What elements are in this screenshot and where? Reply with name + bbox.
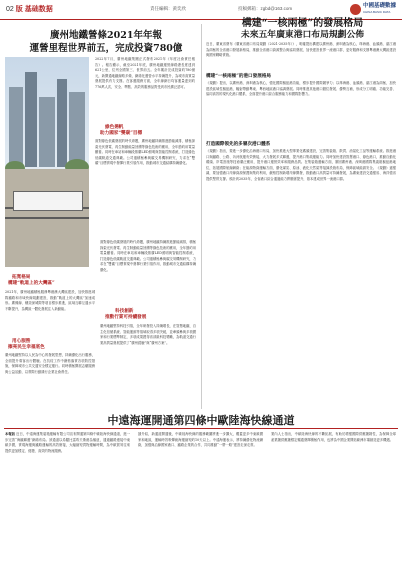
editor-credit: 責任編輯：黃奕欣 (150, 6, 186, 11)
bottom-headline: 中遠海運開通第四條中歐陸海快線通道 (107, 414, 295, 427)
right-sub1-text: 《規劃》提出，以廣州港、深圳港為核心，強化國際樞紐港功能，穩步提升國際競爭力；以珠海港、汕頭港、湛江港為兩極，加快建設區域性樞紐港，輻射帶動粵東、粵西地區港口協調發展。同時推進其他港口錯位發展、優勢互補，形成分工明確、功能完善、協同高效的現代化港口體系，全面提升港口綜合服務能力和國際影響力。 (206, 81, 396, 97)
left-subhead-3-line2: 擦亮民生幸福底色 (8, 345, 45, 350)
left-subheadline: 運營里程世界前五，完成投資780億 (29, 43, 183, 54)
right-sub2-text: 《規劃》指出，要進一步優化沿海港口布局，加快推進大型專業化碼頭建設，完善集裝箱、散貨、油氣化工品等運輸系統。推進港口與鐵路、公路、內河航運有效銜接，大力發展多式聯運，提升港口集疏運能力。同時加快建設智慧港口、綠色港口，推動自動化碼頭、岸電設施等技術廣泛應用，提升港口運營效率和服務品質。在集裝箱運輸方面，鞏固廣州港、深圳港國際集裝箱樞紐港地位，拓展國際航線網絡；在能源物資運輸方面，優化煤炭、原油、液化天然氣等接卸設施布局，保障區域能源安全。《規劃》還強調，要加強港口岸線資源保護與集約利用，嚴格控制新增岸線開發，推動港口高質量可持續發展，為廣東建設交通強省、海洋強省提供堅實支撐。預計到2035年，全省港口綜合通過能力將顯著提升，基本建成世界一流港口群。 (206, 149, 396, 181)
left-subhead-2-line2: 構建“軌道上的大灣區” (8, 281, 55, 286)
bottom-byline: 本報訊 (5, 432, 16, 436)
left-subhead-4-line2: 推動行業可持續發展 (105, 315, 147, 320)
page-number: 02 版 基础数据 (6, 6, 53, 13)
logo-subtitle: CHINA BASIC DATA (363, 10, 391, 14)
left-subhead-3: 用心服務 (12, 339, 31, 344)
right-headline: 構建“一核兩極”的發展格局 (241, 18, 364, 29)
section-label: 版 基础数据 (15, 6, 53, 13)
logo-title: 中國基礎數據 (363, 3, 397, 9)
left-subhead-4: 科技創新 (115, 309, 134, 314)
column-divider (201, 24, 202, 409)
left-subhead-2: 拓寬格局 (12, 275, 31, 280)
bottom-rule (4, 428, 398, 429)
submission-email: 投稿郵箱：zgbd@163.com (238, 6, 293, 11)
left-sub4-text: 廣州地鐵堅持科技引領，全年研發投入持續增長，在智慧地鐵、自主化信號系統、智能運維等領域取得多項突破，並牽頭參與多項國家和行業標準制定，多項成果獲得省部級科技獎勵，為軌道交通行業高質量發展提供了“廣州經驗”與“廣州方案”。 (100, 324, 196, 345)
metro-photo (5, 57, 89, 267)
right-subhead-1: 構建“一核兩極”的港口發展格局 (206, 74, 272, 79)
left-sub1-text: 面對綠色低碳發展的時代命題，廣州地鐵持續推進節能減排，積極探索光伏發電、再生制動能量回饋等綠色技術的應用，全年節約用電量顯著。同時在車站和車輛段推廣LED照明與智能控制系統，打造綠色低碳軌道交通典範。公司還積極參與碳交易機制研究，力求在“雙碳”目標實現中發揮行業引領作用，推動城市交通結構持續優化。 (95, 139, 195, 166)
left-subhead-1: 綠色揚帆 (105, 125, 124, 130)
bottom-text-col1 (5, 432, 130, 560)
bottom-text-col2: 據介紹，新通道開通後，中歐陸海快線的服務範圍將進一步擴大，覆蓋更多中東歐國家和地區，運輸時效較傳統海運縮短約10天以上。中遠海運表示，將持續優化物流網絡，加強與沿線國家港口、鐵路企業的合作，共同推動“一帶一路”建設走深走實。 (138, 432, 263, 448)
left-intro-text: 2022年7月，廣州地鐵集團正式發布2021年《年度社會責任報告》。報告顯示，截至2021年底，廣州地鐵運營線路總長度達到621公里，位列全國第三、世界前五。全年累計完成投資約780億元，新開通地鐵線路多條，網絡化運營水平持續提升，為城市高質量發展提供有力支撐。在客運服務方面，全年線網日均客運量達到約776萬人次，安全、準點、高效的服務品質受到市民廣泛認可。 (95, 57, 195, 89)
bottom-text-col3: 業內人士指出，中歐陸海快線的不斷拓展，有助於增強國際供應鏈韌性，為保障全球產業鏈供應鏈穩定暢通發揮積極作用，也將為中國企業開拓歐洲市場創造更多機遇。 (271, 432, 396, 442)
left-headline: 廣州地鐵營條2021年年報 (50, 30, 162, 41)
bottom-text-1: 近日，中遠海運集裝箱運輸有限公司宣布開通第四條中歐陸海快線通道，進一步完善“海鐵聯運”網絡布局。該通道以希臘比雷埃夫斯港為樞紐，通過鐵路連接中東歐多國，實現海運與鐵路運輸的高效銜接，大幅縮短貨物運輸時間，為中歐貿易往來提供更加穩定、便捷、高效的物流服務。 (5, 432, 130, 453)
left-sub3-text: 廣州地鐵堅持以人民為中心的發展思想，持續優化出行服務，全面提升乘客出行體驗。在抗疫工作中嚴格落實各項防控措施，保障城市公共交通安全穩定運行。同時積極開展志願服務與公益活動，以實際行動踐行企業社會責任。 (5, 353, 95, 374)
right-subhead-2: 打造國際領先的多層次港口體系 (206, 142, 271, 147)
left-subhead-1-line2: 助力國家“雙碳”目標 (100, 131, 143, 136)
right-intro-text: 近日，廣東省發布《廣東省港口布局規劃（2021-2035年）》，明確提出構建以廣州港、深圳港為核心，珠海港、汕頭港、湛江港為兩極的全省港口發展新格局，推動全省港口資源整合與協同發展，加快建設世界一流港口群，更好服務和支撐粵港澳大灣區建設與國家戰略實施。 (206, 42, 396, 58)
right-subheadline: 未來五年廣東港口布局規劃公佈 (240, 30, 365, 40)
left-sub2-text: 2021年，廣州地鐵積極服務粵港澳大灣區建設，加快推進城際鐵路和市域快線規劃建設，推動“軌道上的大灣區”加速成形。廣佛線、穗莞深城際等項目穩步推進，區域互聯互通水平不斷提升，為灣區一體化發展注入新動能。 (5, 290, 95, 311)
left-mid-text: 面對綠色低碳發展的時代命題，廣州地鐵持續推進節能減排，積極探索光伏發電、再生制動能量回饋等綠色技術的應用，全年節約用電量顯著。同時在車站和車輛段推廣LED照明與智能控制系統，打造綠色低碳軌道交通典範。公司還積極參與碳交易機制研究，力求在“雙碳”目標實現中發揮行業引領作用，推動城市交通結構持續優化。 (100, 240, 196, 272)
